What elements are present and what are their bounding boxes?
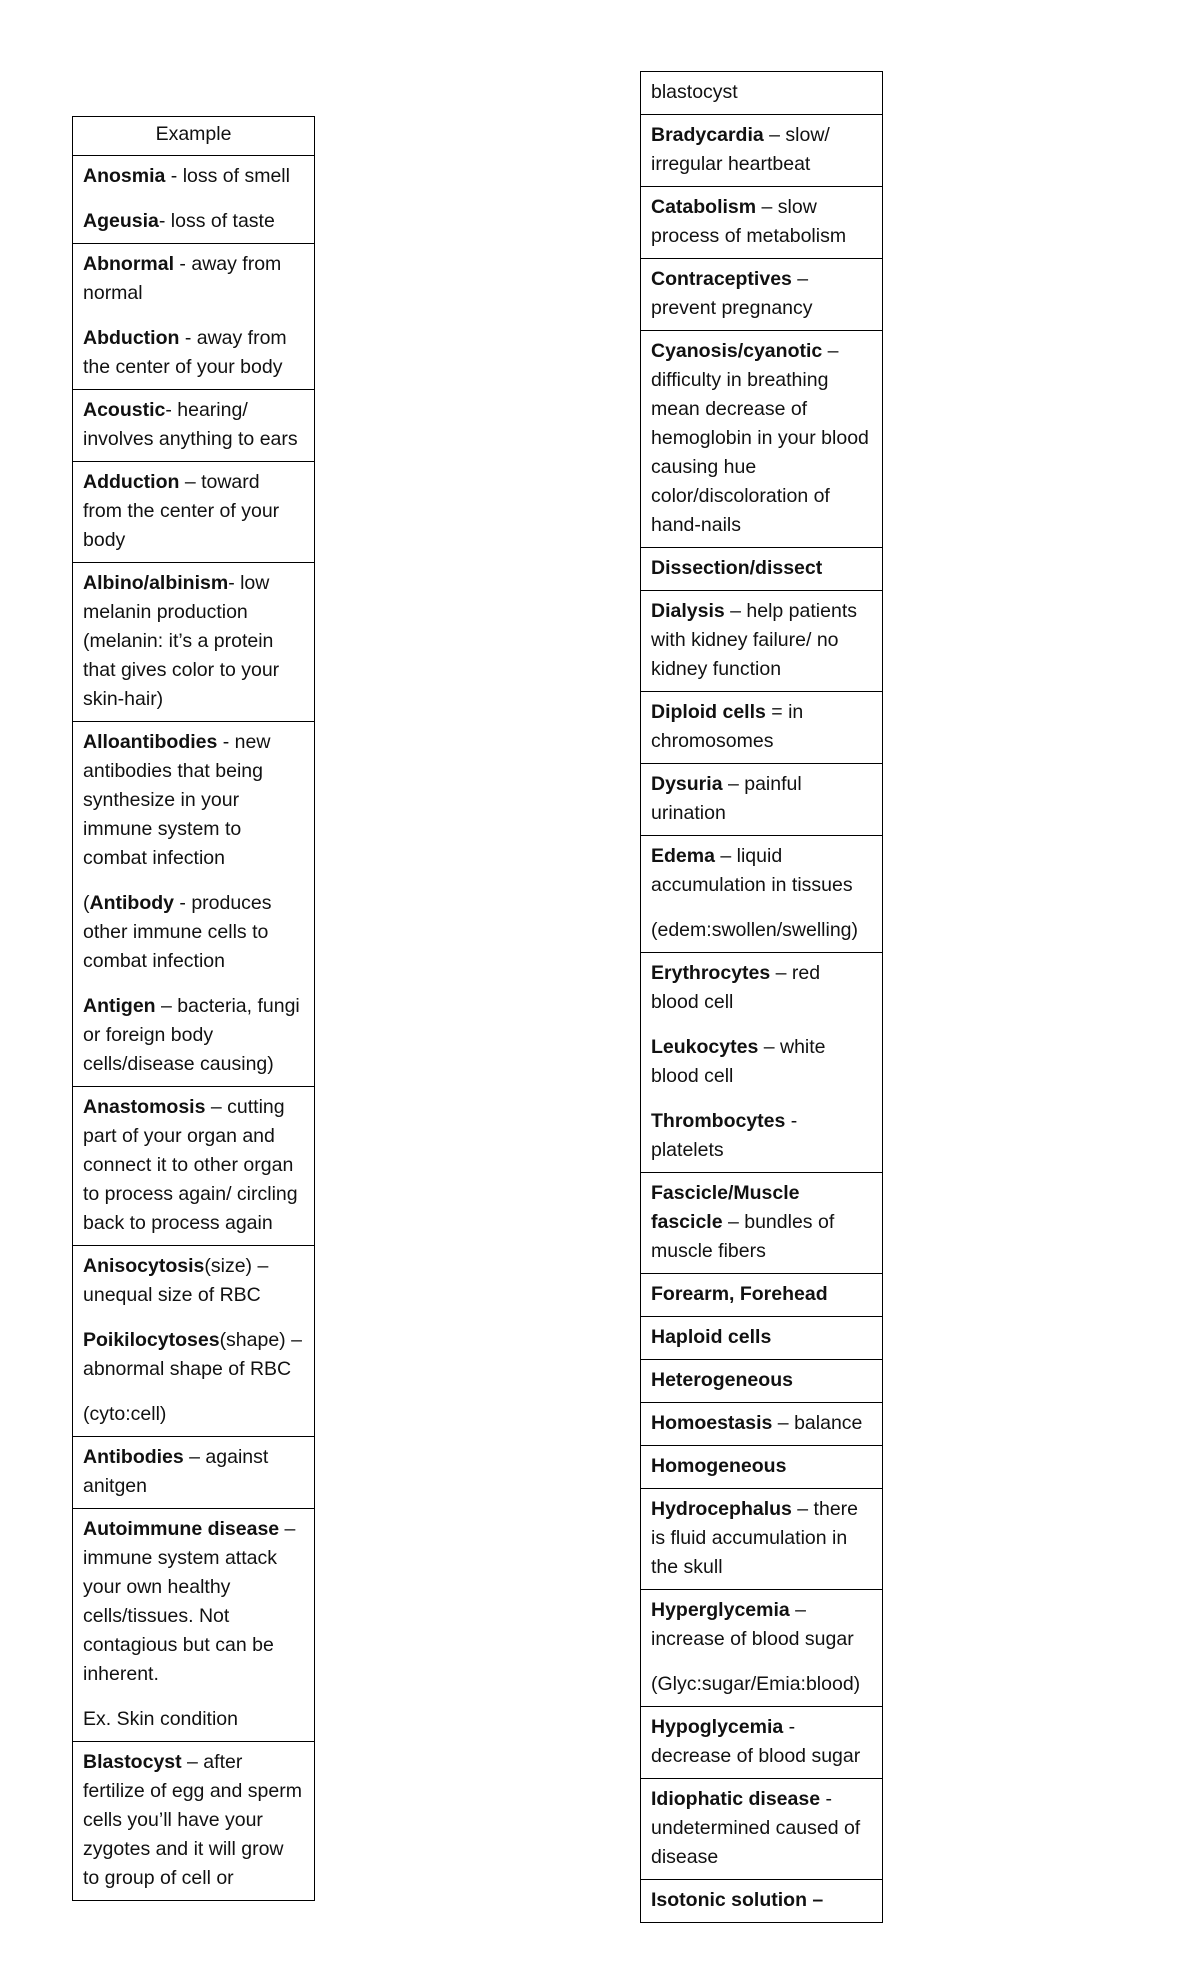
- term-definition: – bacteria, fungi or foreign body cells/disease causing): [83, 995, 300, 1075]
- definition-paragraph: [83, 250, 304, 308]
- table-row: [641, 72, 883, 115]
- table-row: [641, 259, 883, 331]
- term-name: Poikilocytoses: [83, 1329, 220, 1351]
- term-definition: - undetermined caused of disease: [651, 1788, 861, 1868]
- definition-paragraph: [83, 207, 304, 236]
- term-definition: – cutting part of your organ and connect it to other organ to process again/ circling back to process again: [83, 1096, 298, 1234]
- definition-paragraph: [651, 1280, 872, 1309]
- term-name: Homoestasis: [651, 1412, 773, 1434]
- table-row: [641, 1489, 883, 1590]
- table-row: [641, 1779, 883, 1880]
- term-definition: – painful urination: [651, 773, 802, 824]
- term-name: Abnormal: [83, 253, 175, 275]
- term-definition: – prevent pregnancy: [651, 268, 813, 319]
- term-name: Antibodies: [83, 1446, 184, 1468]
- definition-paragraph: [651, 193, 872, 251]
- definition-paragraph: [651, 1713, 872, 1771]
- definition-paragraph: [651, 1452, 872, 1481]
- term-cell: [73, 1437, 315, 1509]
- term-name: Alloantibodies: [83, 731, 218, 753]
- definition-paragraph: [651, 698, 872, 756]
- definition-prefix: (: [83, 892, 90, 914]
- table-row: [641, 1707, 883, 1779]
- definition-paragraph: [651, 1495, 872, 1582]
- term-cell: [641, 548, 883, 591]
- term-cell: [641, 1590, 883, 1707]
- definition-paragraph: [651, 78, 872, 107]
- term-cell: [73, 722, 315, 1087]
- definition-paragraph: [651, 1785, 872, 1872]
- term-definition: - produces other immune cells to combat infection: [83, 892, 272, 972]
- term-cell: [73, 462, 315, 563]
- term-definition: – balance: [772, 1412, 863, 1434]
- term-name: Bradycardia: [651, 124, 764, 146]
- table-row: [641, 953, 883, 1173]
- term-name: Dialysis: [651, 600, 725, 622]
- term-definition: – difficulty in breathing mean decrease of hemoglobin in your blood causing hue color/discoloration of hand-nails: [651, 340, 869, 536]
- term-definition: – help patients with kidney failure/ no kidney function: [651, 600, 857, 680]
- definition-paragraph: [83, 1400, 304, 1429]
- term-name: Abduction: [83, 327, 180, 349]
- term-cell: [641, 1173, 883, 1274]
- definition-paragraph: [651, 770, 872, 828]
- term-definition: – white blood cell: [651, 1036, 826, 1087]
- term-name: Albino/albinism: [83, 572, 229, 594]
- term-name: Hydrocephalus: [651, 1498, 792, 1520]
- term-name: Catabolism: [651, 196, 757, 218]
- term-cell: [73, 1246, 315, 1437]
- term-cell: [641, 764, 883, 836]
- definition-paragraph: [651, 959, 872, 1017]
- table-row: [73, 1742, 315, 1901]
- table-row: [641, 692, 883, 764]
- definition-paragraph: [651, 1596, 872, 1654]
- definition-paragraph: [651, 1409, 872, 1438]
- definition-paragraph: [651, 1366, 872, 1395]
- table-row: [73, 1509, 315, 1742]
- term-definition: Ex. Skin condition: [83, 1708, 239, 1730]
- table-row: [641, 764, 883, 836]
- term-cell: [641, 953, 883, 1173]
- table-row: [73, 462, 315, 563]
- term-definition: - hearing/ involves anything to ears: [83, 399, 298, 450]
- definition-paragraph: [83, 396, 304, 454]
- definition-paragraph: [83, 992, 304, 1079]
- term-name: Blastocyst: [83, 1751, 182, 1773]
- term-cell: [73, 390, 315, 462]
- term-name: Leukocytes: [651, 1036, 759, 1058]
- term-name: Dissection/dissect: [651, 557, 823, 579]
- definition-paragraph: [83, 1705, 304, 1734]
- table-row: [73, 156, 315, 244]
- term-name: Homogeneous: [651, 1455, 787, 1477]
- term-name: Fascicle/Muscle fascicle: [651, 1182, 800, 1233]
- definition-paragraph: [651, 1323, 872, 1352]
- term-name: Anastomosis: [83, 1096, 206, 1118]
- definition-paragraph: [83, 1515, 304, 1689]
- definition-paragraph: [651, 1033, 872, 1091]
- term-cell: [641, 1274, 883, 1317]
- term-cell: [73, 1087, 315, 1246]
- term-cell: [73, 563, 315, 722]
- definition-paragraph: [651, 842, 872, 900]
- term-definition: - away from the center of your body: [83, 327, 287, 378]
- definition-paragraph: [83, 324, 304, 382]
- term-cell: [73, 1742, 315, 1901]
- term-name: Diploid cells: [651, 701, 766, 723]
- term-cell: [641, 692, 883, 764]
- table-row: [641, 1274, 883, 1317]
- term-cell: [641, 1446, 883, 1489]
- table-row: [73, 244, 315, 390]
- table-row: [641, 331, 883, 548]
- table-row: [641, 1403, 883, 1446]
- definition-paragraph: [83, 889, 304, 976]
- table-row: [73, 1437, 315, 1509]
- term-definition: - new antibodies that being synthesize in your immune system to combat infection: [83, 731, 271, 869]
- term-definition: - away from normal: [83, 253, 282, 304]
- term-cell: [641, 259, 883, 331]
- term-definition: = in chromosomes: [651, 701, 804, 752]
- definition-paragraph: [83, 728, 304, 873]
- term-name: Adduction: [83, 471, 180, 493]
- term-name: Contraceptives: [651, 268, 792, 290]
- term-name: Ageusia: [83, 210, 159, 232]
- left-glossary-table: [72, 116, 315, 1901]
- definition-paragraph: [651, 265, 872, 323]
- term-cell: [641, 1360, 883, 1403]
- term-name: Antigen: [83, 995, 156, 1017]
- term-name: Edema: [651, 845, 715, 867]
- definition-paragraph: [651, 121, 872, 179]
- definition-paragraph: [651, 916, 872, 945]
- definition-paragraph: [651, 1670, 872, 1699]
- table-row: [73, 722, 315, 1087]
- term-cell: [641, 187, 883, 259]
- table-row: [641, 1317, 883, 1360]
- definition-paragraph: [651, 337, 872, 540]
- term-definition: – toward from the center of your body: [83, 471, 280, 551]
- term-definition: – against anitgen: [83, 1446, 269, 1497]
- table-row: [641, 1590, 883, 1707]
- term-name: Haploid cells: [651, 1326, 772, 1348]
- term-cell: [641, 836, 883, 953]
- term-cell: [641, 331, 883, 548]
- term-definition: – red blood cell: [651, 962, 821, 1013]
- term-definition: - low melanin production (melanin: it’s a protein that gives color to your skin-hair): [83, 572, 280, 710]
- term-name: Erythrocytes: [651, 962, 771, 984]
- term-name: Forearm, Forehead: [651, 1283, 828, 1305]
- term-definition: – there is fluid accumulation in the skull: [651, 1498, 859, 1578]
- term-cell: [73, 244, 315, 390]
- term-definition: - loss of smell: [165, 165, 290, 187]
- table-header-row: [73, 117, 315, 156]
- term-cell: [641, 1489, 883, 1590]
- definition-paragraph: [651, 597, 872, 684]
- term-definition: (edem:swollen/swelling): [651, 919, 858, 941]
- definition-paragraph: [83, 162, 304, 191]
- term-definition: - platelets: [651, 1110, 798, 1161]
- term-cell: [641, 1707, 883, 1779]
- table-row: [73, 1246, 315, 1437]
- term-name: Acoustic: [83, 399, 166, 421]
- definition-paragraph: [651, 1107, 872, 1165]
- term-definition: – bundles of muscle fibers: [651, 1211, 835, 1262]
- term-cell: [641, 115, 883, 187]
- term-name: Anisocytosis: [83, 1255, 205, 1277]
- term-definition: – slow process of metabolism: [651, 196, 847, 247]
- definition-paragraph: [83, 468, 304, 555]
- term-definition: - loss of taste: [158, 210, 275, 232]
- term-cell: [641, 1779, 883, 1880]
- term-name: Cyanosis/cyanotic: [651, 340, 823, 362]
- term-definition: (cyto:cell): [83, 1403, 167, 1425]
- term-name: Idiophatic disease: [651, 1788, 821, 1810]
- table-row: [641, 591, 883, 692]
- right-glossary-table: [640, 71, 883, 1923]
- definition-paragraph: [83, 1093, 304, 1238]
- table-row: [73, 1087, 315, 1246]
- definition-paragraph: [651, 1179, 872, 1266]
- term-name: Anosmia: [83, 165, 166, 187]
- term-name: Autoimmune disease: [83, 1518, 280, 1540]
- term-cell: [641, 72, 883, 115]
- term-definition: blastocyst: [651, 81, 738, 103]
- definition-paragraph: [83, 1443, 304, 1501]
- term-name: Isotonic solution –: [651, 1889, 824, 1911]
- term-name: Heterogeneous: [651, 1369, 793, 1391]
- term-name: Hyperglycemia: [651, 1599, 790, 1621]
- table-row: [641, 115, 883, 187]
- term-definition: – after fertilize of egg and sperm cells you’ll have your zygotes and it will grow to group of cell or: [83, 1751, 302, 1889]
- definition-paragraph: [83, 1326, 304, 1384]
- term-definition: – immune system attack your own healthy cells/tissues. Not contagious but can be inherent.: [83, 1518, 296, 1685]
- table-row: [641, 1173, 883, 1274]
- term-name: Thrombocytes: [651, 1110, 786, 1132]
- term-definition: – slow/ irregular heartbeat: [651, 124, 830, 175]
- term-cell: [641, 1880, 883, 1923]
- term-definition: - decrease of blood sugar: [651, 1716, 861, 1767]
- table-row: [641, 1360, 883, 1403]
- table-row: [73, 390, 315, 462]
- term-cell: [73, 1509, 315, 1742]
- term-cell: [641, 591, 883, 692]
- table-row: [641, 187, 883, 259]
- table-header-cell: Example: [73, 117, 315, 156]
- table-row: [641, 1446, 883, 1489]
- table-row: [641, 548, 883, 591]
- term-name: Hypoglycemia: [651, 1716, 784, 1738]
- term-definition: (Glyc:sugar/Emia:blood): [651, 1673, 861, 1695]
- term-cell: [641, 1403, 883, 1446]
- term-definition: – increase of blood sugar: [651, 1599, 854, 1650]
- term-definition: (shape) – abnormal shape of RBC: [83, 1329, 302, 1380]
- term-name: Dysuria: [651, 773, 723, 795]
- definition-paragraph: [83, 569, 304, 714]
- term-cell: [641, 1317, 883, 1360]
- table-row: [73, 563, 315, 722]
- term-cell: [73, 156, 315, 244]
- definition-paragraph: [83, 1748, 304, 1893]
- term-definition: – liquid accumulation in tissues: [651, 845, 853, 896]
- table-row: [641, 1880, 883, 1923]
- definition-paragraph: [83, 1252, 304, 1310]
- term-definition: (size) – unequal size of RBC: [83, 1255, 269, 1306]
- definition-paragraph: [651, 1886, 872, 1915]
- term-name: Antibody: [89, 892, 174, 914]
- definition-paragraph: [651, 554, 872, 583]
- table-row: [641, 836, 883, 953]
